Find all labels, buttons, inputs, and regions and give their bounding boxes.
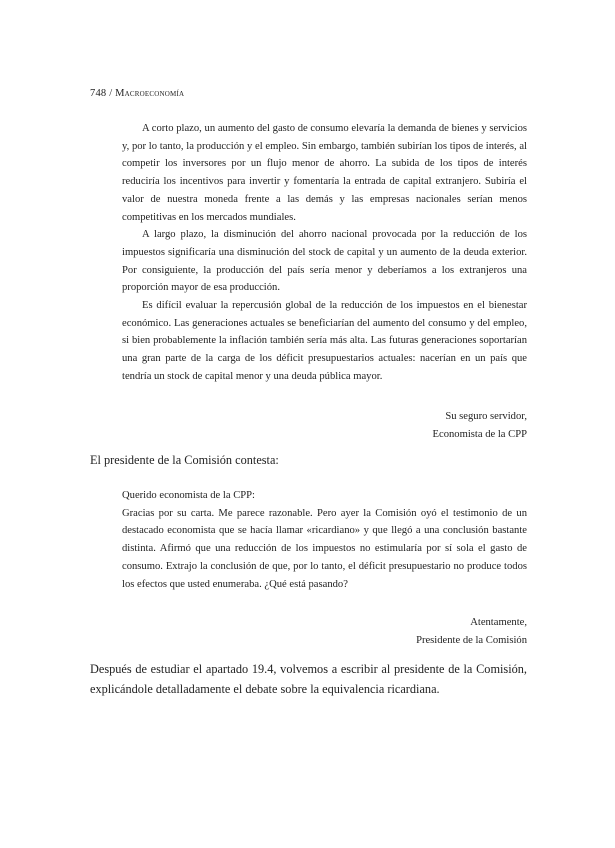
letter-paragraph-2: A largo plazo, la disminución del ahorro nacional provocada por la reducción de los impuestos significaría una disminución del stock de capital y un aumento de la deuda exterior. Por consiguiente, la producción del país sería menor y deberíamos a los extranjeros una proporción mayor de esa producción.: [122, 229, 527, 294]
page-number: 748: [90, 88, 107, 99]
letter-president-signature: [416, 614, 527, 649]
letter-economist-signature: [433, 408, 527, 443]
book-title: Macroeconomía: [115, 88, 185, 99]
letter-economist: [122, 120, 527, 386]
final-paragraph: Después de estudiar el apartado 19.4, volvemos a escribir al presidente de la Comisión, explicándole detalladamente el debate sobre la equivalencia ricardiana.: [90, 662, 527, 696]
section-heading: El presidente de la Comisión contesta:: [90, 453, 279, 467]
reply-body: Gracias por su carta. Me parece razonable. Pero ayer la Comisión oyó el testimonio de un destacado economista que se hacía llamar «ricardiano» y que llegó a una conclusión bastante distinta. Afirmó que una reducción de los impuestos no estimularía por sí sola el gasto de consumo. Extrajo la conclusión de que, por lo tanto, el déficit presupuestario no produce todos los efectos que usted enumeraba. ¿Qué está pasando?: [122, 507, 527, 590]
signer: Presidente de la Comisión: [416, 634, 527, 646]
closing: Su seguro servidor,: [445, 411, 527, 422]
closing: Atentamente,: [470, 617, 527, 628]
letter-paragraph-1: A corto plazo, un aumento del gasto de consumo elevaría la demanda de bienes y servicios y, por lo tanto, la producción y el empleo. Sin embargo, también subirían los tipos de interés, al competir los inversores por un flujo menor de ahorro. La subida de los tipos de interés reduciría los incentivos para invertir y fomentaría la entrada de capital extranjero. Subiría el valor de nuestra moneda frente a las demás y las empresas nacionales serían menos competitivas en los mercados mundiales.: [122, 123, 527, 223]
signer: Economista de la CPP: [432, 428, 527, 440]
salutation: Querido economista de la CPP:: [122, 490, 255, 501]
running-header: [90, 88, 184, 99]
header-separator: /: [109, 88, 113, 99]
letter-president: [122, 487, 527, 593]
letter-paragraph-3: Es difícil evaluar la repercusión global de la reducción de los impuestos en el bienestar económico. Las generaciones actuales se beneficiarían del aumento del consumo y del empleo, si bien probablemente la inflación también sería más alta. Las futuras generaciones soportarían una gran parte de la carga de los déficit presupuestarios actuales: nacerían en un país que tendría un stock de capital menor y una deuda pública mayor.: [122, 300, 527, 382]
